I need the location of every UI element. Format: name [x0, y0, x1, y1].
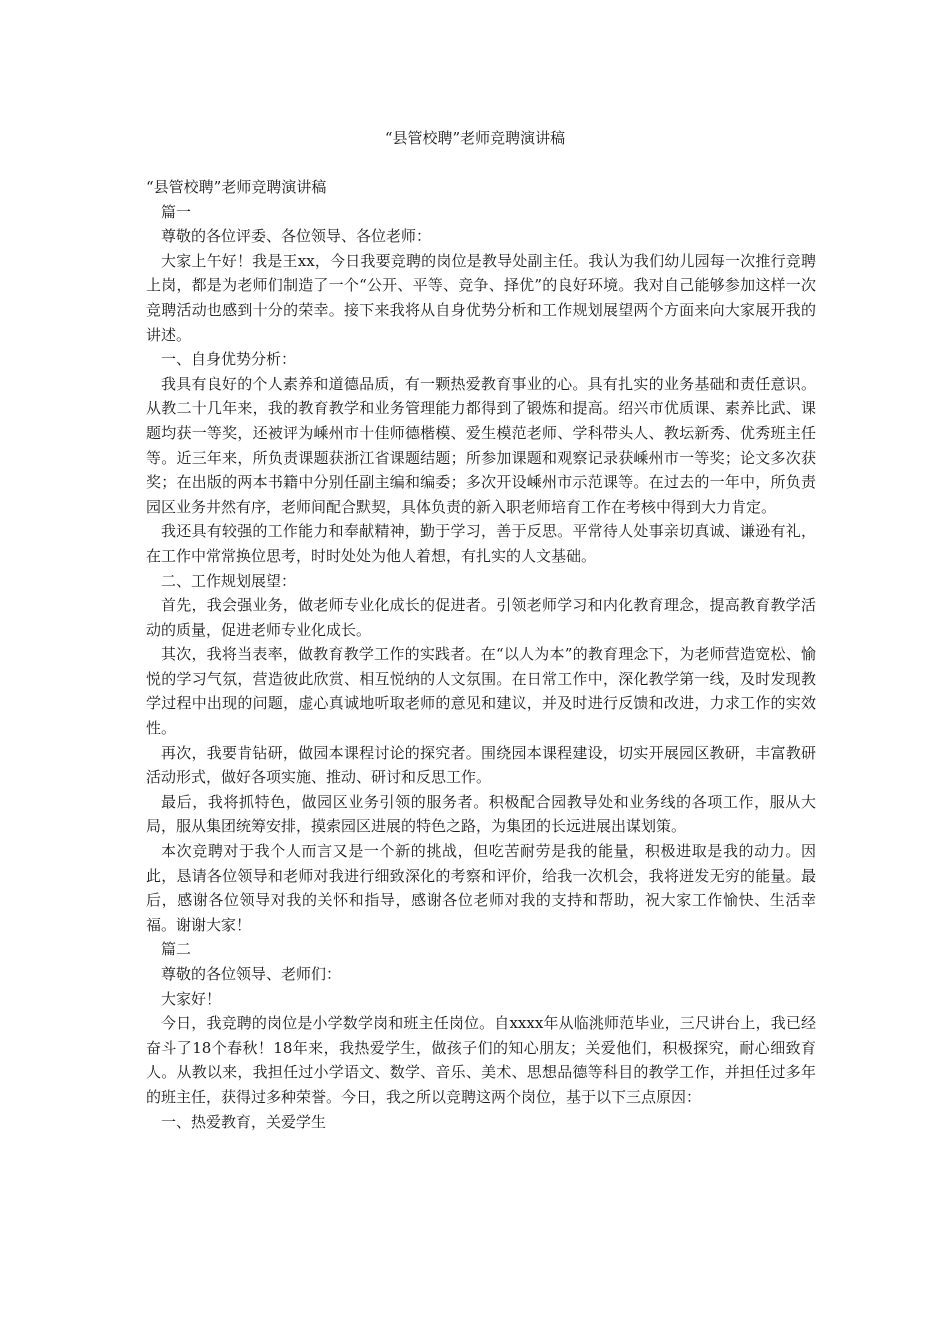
- paragraph-intro: 大家上午好！我是王xx，今日我要竞聘的岗位是教导处副主任。我认为我们幼儿园每一次推行竞聘上岗，都是为老师们制造了一个“公开、平等、竞争、择优”的良好环境。我对自己能够参加这样一次竞聘活动也感到十分的荣幸。接下来我将从自身优势分析和工作规划展望两个方面来向大家展开我的讲述。: [146, 251, 816, 344]
- section-label-1: 篇一: [161, 202, 192, 221]
- section-label-2: 篇二: [161, 940, 192, 959]
- heading-strengths: 一、自身优势分析：: [161, 350, 297, 369]
- paragraph-plan-third: 再次，我要肯钻研，做园本课程讨论的探究者。围绕园本课程建设，切实开展园区教研，丰富教研活动形式，做好各项实施、推动、研讨和反思工作。: [146, 743, 816, 787]
- paragraph-plan-first: 首先，我会强业务，做老师专业化成长的促进者。引领老师学习和内化教育理念，提高教育教学活动的质量，促进老师专业化成长。: [146, 596, 816, 639]
- body-heading: “县管校聘”老师竞聘演讲稿: [146, 178, 327, 196]
- paragraph-strengths-1: 我具有良好的个人素养和道德品质，有一颗热爱教育事业的心。具有扎实的业务基础和责任意识。从教二十几年来，我的教育教学和业务管理能力都得到了锻炼和提高。绍兴市优质课、素养比武、课题均获一等奖，还被评为嵊州市十佳师德楷模、爱生模范老师、学科带头人、教坛新秀、优秀班主任等。近三年来，所负责课题获浙江省课题结题；所参加课题和观察记录获嵊州市一等奖；论文多次获奖；在出版的两本书籍中分别任副主编和编委；多次开设嵊州市示范课等。在过去的一年中，所负责园区业务井然有序，老师间配合默契，具体负责的新入职老师培育工作在考核中得到大力肯定。: [146, 374, 816, 516]
- greeting-2: 大家好！: [161, 989, 222, 1008]
- document-title: “县管校聘”老师竞聘演讲稿: [384, 129, 566, 147]
- paragraph-closing: 本次竞聘对于我个人而言又是一个新的挑战，但吃苦耐劳是我的能量，积极进取是我的动力。因此，恳请各位领导和老师对我进行细致深化的考察和评价，给我一次机会，我将迸发无穷的能量。最后，感谢各位领导对我的关怀和指导，感谢各位老师对我的支持和帮助，祝大家工作愉快、生活幸福。谢谢大家！: [146, 842, 816, 934]
- paragraph-plan-last: 最后，我将抓特色，做园区业务引领的服务者。积极配合园教导处和业务线的各项工作，服从大局，服从集团统筹安排，摸索园区进展的特色之路，为集团的长远进展出谋划策。: [146, 792, 816, 836]
- paragraph-plan-second: 其次，我将当表率，做教育教学工作的实践者。在“以人为本”的教育理念下，为老师营造宽松、愉悦的学习气氛，营造彼此欣赏、相互悦纳的人文氛围。在日常工作中，深化教学第一线，及时发现教学过程中出现的问题，虚心真诚地听取老师的意见和建议，并及时进行反馈和改进，力求工作的实效性。: [146, 645, 816, 738]
- salutation-2: 尊敬的各位领导、老师们：: [161, 965, 342, 983]
- paragraph-intro-2: 今日，我竞聘的岗位是小学数学岗和班主任岗位。自xxxx年从临洮师范毕业，三尺讲台上，我已经奋斗了18个春秋！18年来，我热爱学生，做孩子们的知心朋友；关爱他们，积极探究，耐心细致育人。从教以来，我担任过小学语文、数学、音乐、美术、思想品德等科目的教学工作，并担任过多年的班主任，获得过多种荣誉。今日，我之所以竞聘这两个岗位，基于以下三点原因：: [146, 1014, 816, 1106]
- heading-love-education: 一、热爱教育，关爱学生: [161, 1112, 327, 1131]
- salutation-1: 尊敬的各位评委、各位领导、各位老师：: [161, 227, 432, 246]
- paragraph-strengths-2: 我还具有较强的工作能力和奉献精神，勤于学习，善于反思。平常待人处事亲切真诚、谦逊有礼，在工作中常常换位思考，时时处处为他人着想，有扎实的人文基础。: [146, 522, 816, 565]
- document-body: [146, 175, 816, 1134]
- heading-plan: 二、工作规划展望：: [161, 571, 297, 590]
